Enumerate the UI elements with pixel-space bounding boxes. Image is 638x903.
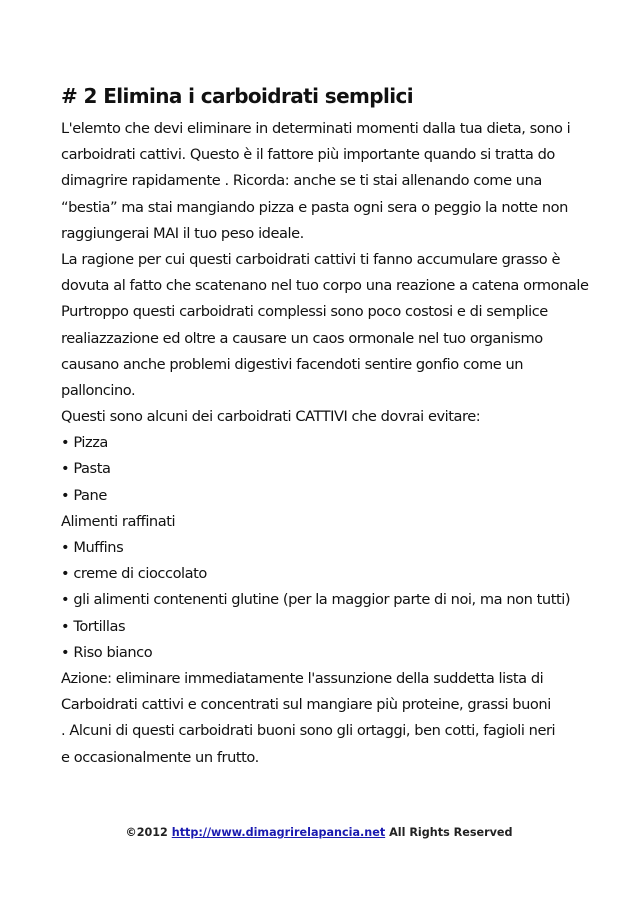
page-footer	[0, 826, 638, 839]
text-line: Questi sono alcuni dei carboidrati CATTIVI che dovrai evitare:	[61, 408, 481, 426]
section-heading: # 2 Elimina i carboidrati semplici	[61, 84, 414, 108]
text-line: L'elemto che devi eliminare in determinati momenti dalla tua dieta, sono i	[61, 120, 571, 137]
text-line: dovuta al fatto che scatenano nel tuo corpo una reazione a catena ormonale	[61, 277, 589, 295]
text-line: raggiungerai MAI il tuo peso ideale.	[61, 224, 304, 242]
rights-notice: All Rights Reserved	[389, 826, 513, 839]
text-line: e occasionalmente un frutto.	[61, 748, 259, 766]
text-line: Purtroppo questi carboidrati complessi sono poco costosi e di semplice	[61, 303, 548, 321]
list-item: • Muffins	[61, 539, 124, 556]
list-item: • gli alimenti contenenti glutine (per la maggior parte di noi, ma non tutti)	[61, 591, 571, 609]
website-link[interactable]: http://www.dimagrirelapancia.net	[171, 826, 386, 839]
body-text	[61, 116, 591, 771]
list-item: • Pizza	[61, 434, 108, 452]
text-line: . Alcuni di questi carboidrati buoni sono gli ortaggi, ben cotti, fagioli neri	[61, 722, 556, 740]
list-item: • Pasta	[61, 460, 111, 478]
text-line: dimagrire rapidamente . Ricorda: anche se ti stai allenando come una	[61, 172, 542, 190]
text-line: palloncino.	[61, 381, 136, 399]
text-line: “bestia” ma stai mangiando pizza e pasta ogni sera o peggio la notte non	[61, 198, 568, 216]
text-line: Azione: eliminare immediatamente l'assunzione della suddetta lista di	[61, 669, 544, 687]
text-line: La ragione per cui questi carboidrati cattivi ti fanno accumulare grasso è	[61, 250, 560, 268]
text-line: carboidrati cattivi. Questo è il fattore più importante quando si tratta do	[61, 146, 555, 164]
text-line: realiazzazione ed oltre a causare un caos ormonale nel tuo organismo	[61, 329, 543, 347]
list-item: • creme di cioccolato	[61, 565, 207, 583]
text-line: causano anche problemi digestivi facendoti sentire gonfio come un	[61, 355, 524, 373]
text-line: Alimenti raffinati	[61, 512, 176, 530]
list-item: • Riso bianco	[61, 643, 153, 661]
list-item: • Tortillas	[61, 617, 126, 635]
list-item: • Pane	[61, 486, 107, 504]
text-line: Carboidrati cattivi e concentrati sul mangiare più proteine, grassi buoni	[61, 696, 551, 714]
copyright-notice: ©2012	[125, 826, 168, 839]
